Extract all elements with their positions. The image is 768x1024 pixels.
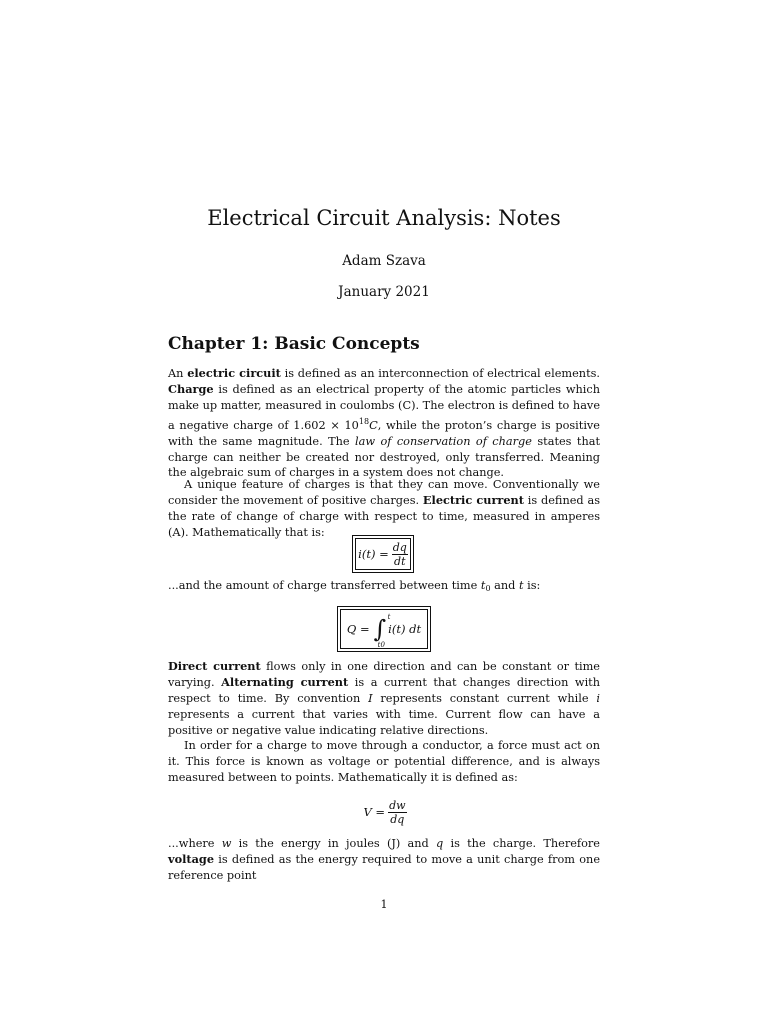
text-run: is:: [523, 579, 541, 592]
text-run: An: [168, 367, 188, 380]
integrand: i(t) dt: [388, 622, 422, 636]
variable-t: t: [518, 579, 524, 592]
paragraph-voltage-intro: [168, 738, 600, 786]
text-run: , while the proton’s charge is positive with the same magnitude. The: [168, 418, 600, 448]
variable-w: w: [221, 837, 232, 850]
paragraph-voltage-definition: [168, 836, 600, 884]
equation-lhs: V =: [363, 805, 386, 819]
text-run: represents constant current while: [372, 691, 597, 705]
text-run: is defined as the energy required to move a unit charge from one reference point: [168, 852, 600, 882]
fraction: [392, 541, 408, 568]
text-run: flows only in one direction and can be constant or time varying.: [168, 660, 600, 689]
integral-sign: [373, 613, 391, 649]
paragraph-current: [168, 477, 600, 541]
equation-lhs: i(t) =: [358, 547, 389, 561]
fraction-numerator: dq: [392, 540, 407, 554]
text-run: ...and the amount of charge transferred between time: [168, 579, 481, 592]
equation-voltage-definition: [355, 795, 415, 829]
term-direct-current: Direct current: [168, 659, 261, 673]
document-date: January 2021: [338, 284, 430, 300]
integral-upper-limit: t: [387, 613, 391, 621]
term-electric-circuit: electric circuit: [187, 366, 281, 380]
equation-charge-integral: [340, 609, 428, 649]
superscript-exponent: 18: [358, 416, 370, 426]
text-run: is defined as the rate of change of charge with respect to time, measured in amperes (A). Mathematically that is:: [168, 493, 600, 539]
text-run: ...where: [168, 837, 222, 850]
variable-I: I: [368, 691, 373, 705]
subscript-zero: 0: [485, 584, 491, 593]
equation-lhs: Q =: [346, 622, 370, 636]
fraction-denominator: dt: [394, 554, 406, 568]
integral-symbol: ∫: [373, 615, 387, 643]
text-run: states that charge can neither be created nor destroyed, only transferred. Meaning the algebraic sum of charges in a system does not change.: [168, 434, 600, 480]
paragraph-charge-transferred: [168, 578, 600, 597]
term-charge: Charge: [168, 381, 214, 396]
variable-i: i: [596, 691, 600, 705]
text-run: is the charge. Therefore: [443, 837, 600, 850]
text-run: In order for a charge to move through a conductor, a force must act on it. This force is known as voltage or potential difference, and is always measured between to points. Mathematically it is defined as:: [168, 739, 600, 784]
fraction: [388, 799, 406, 826]
fraction-denominator: dq: [390, 812, 405, 826]
equation-current-definition: [355, 538, 411, 570]
document-title: Electrical Circuit Analysis: Notes: [207, 206, 561, 230]
text-run: is the energy in joules (J) and: [231, 837, 437, 850]
variable-t: t: [480, 579, 486, 592]
page-number: 1: [380, 898, 388, 911]
paragraph-dc-ac: [168, 659, 600, 739]
text-run: is a current that changes direction with respect to time. By convention: [168, 675, 600, 705]
fraction-numerator: dw: [389, 798, 406, 812]
chapter-heading: Chapter 1: Basic Concepts: [168, 334, 420, 354]
text-run: represents a current that varies with time. Current flow can have a positive or negative value indicating relative directions.: [168, 707, 600, 737]
term-electric-current: Electric current: [422, 492, 524, 507]
text-run: is defined as an interconnection of electrical elements.: [280, 367, 600, 380]
text-run: and: [490, 579, 519, 592]
unit-symbol: C: [369, 418, 378, 432]
term-conservation-of-charge: law of conservation of charge: [355, 434, 532, 448]
term-voltage: voltage: [168, 851, 215, 866]
text-run: is defined as an electrical property of the atomic particles which make up matter, measured in coulombs (C). The electron is defined to have a negative charge of 1.602 × 10: [168, 382, 600, 432]
paragraph-charge: [168, 366, 600, 481]
variable-q: q: [436, 837, 444, 850]
integral-lower-limit: t0: [377, 641, 385, 649]
term-alternating-current: Alternating current: [221, 674, 349, 689]
document-author: Adam Szava: [342, 253, 426, 269]
text-run: A unique feature of charges is that they can move. Conventionally we consider the movement of positive charges.: [168, 478, 600, 507]
